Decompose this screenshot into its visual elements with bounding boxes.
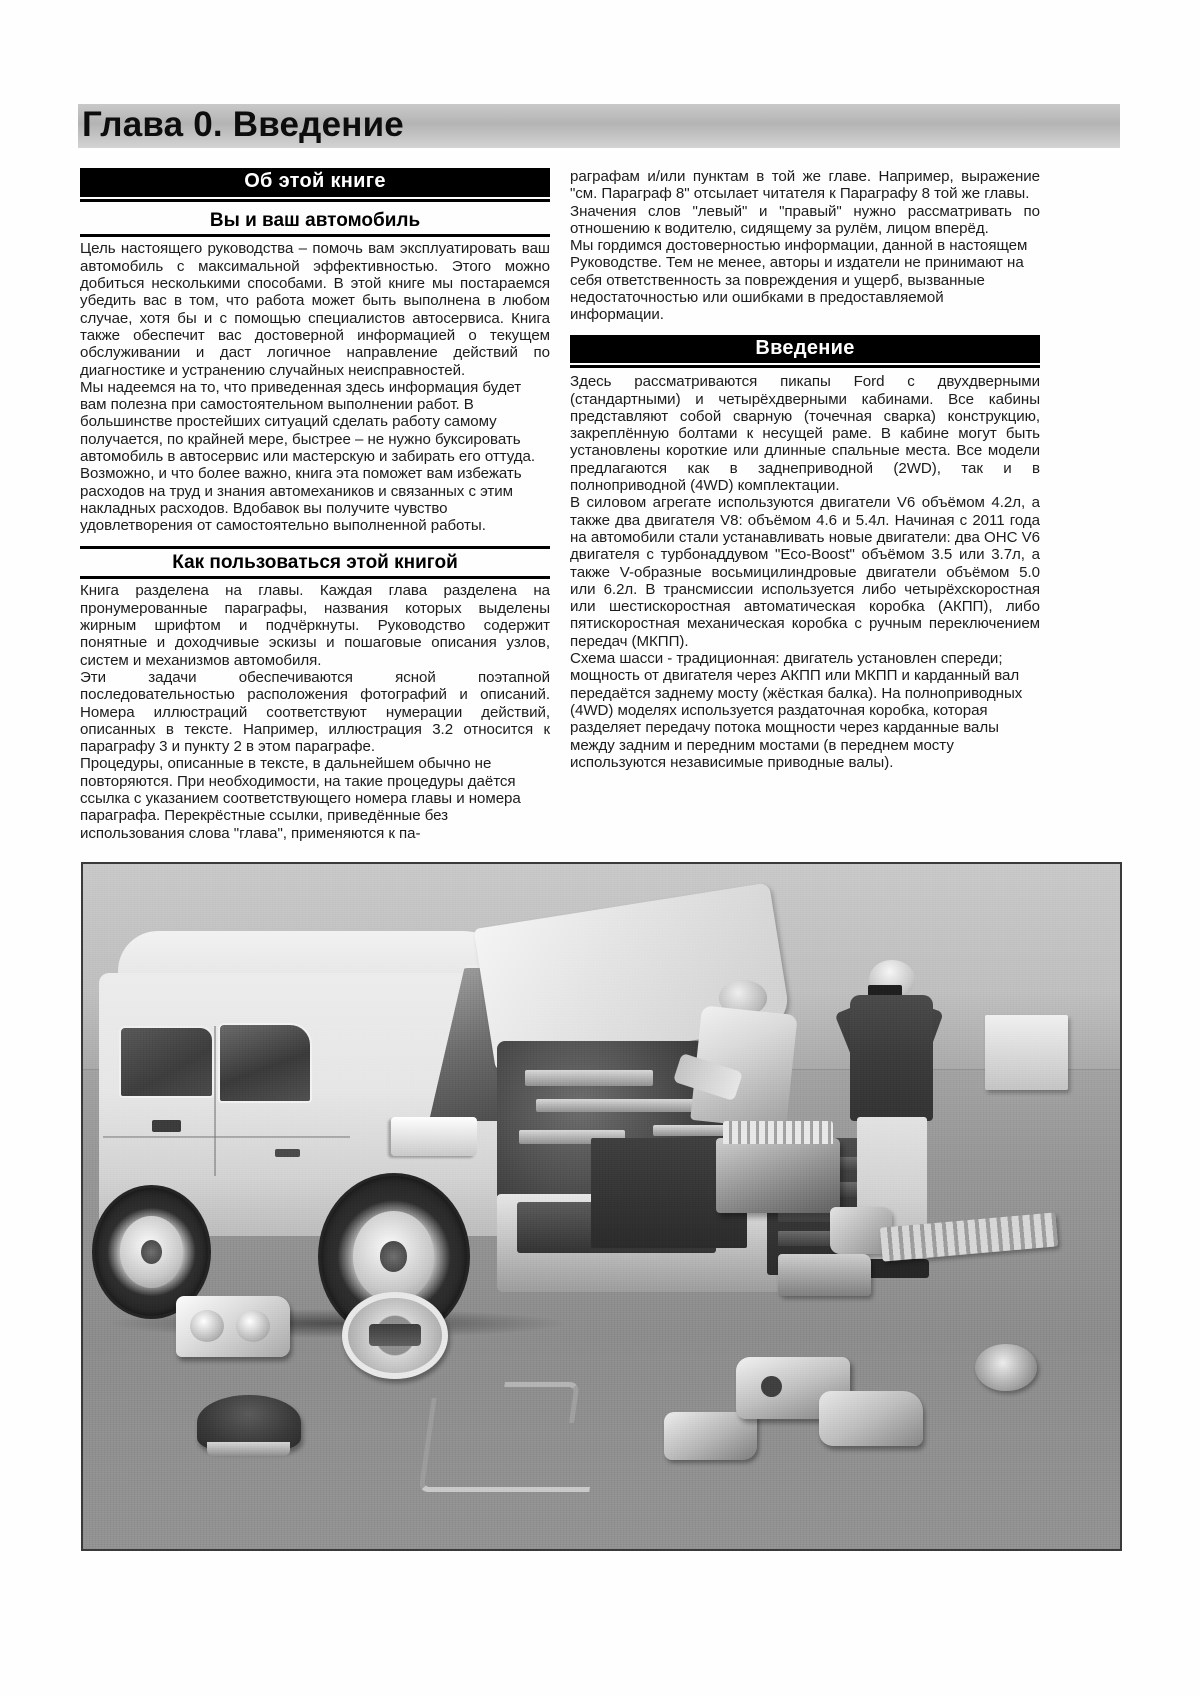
- section-heading-about-book: Об этой книге: [80, 168, 550, 197]
- chapter-title: Глава 0. Введение: [82, 105, 404, 144]
- section-heading-introduction-wrap: [570, 335, 1040, 369]
- photo-scene: [83, 864, 1120, 1549]
- paragraph: Мы гордимся достоверностью информации, данной в настоящем Руководстве. Тем не менее, авторы и издатели не принимают на себя ответственность за повреждения и ущерб, вызванные недостаточностью или ошибками в предоставляемой информации.: [570, 237, 1028, 324]
- sub-heading-how-to-use-book: Как пользоваться этой книгой: [80, 549, 550, 580]
- section-heading-about-book-wrap: [80, 168, 550, 202]
- photo-film-grain: [83, 864, 1120, 1549]
- paragraph: Процедуры, описанные в тексте, в дальнейшем обычно не повторяются. При необходимости, на такие процедуры даётся ссылка с указанием соответствующего номера главы и номера параграфа. Перекрёстные ссылки, приведённые без использования слова "глава", применяются к па-: [80, 755, 521, 842]
- paragraph: Книга разделена на главы. Каждая глава разделена на пронумерованные параграфы, названия которых выделены жирным шрифтом и подчёркнуты. Руководство содержит понятные и доходчивые эскизы и пошаговые описания узлов, систем и механизмов автомобиля.: [80, 582, 550, 669]
- paragraph: раграфам и/или пунктам в той же главе. Например, выражение "см. Параграф 8" отсылает читателя к Параграфу 8 той же главы.: [570, 168, 1040, 203]
- chapter-photograph: [81, 862, 1122, 1551]
- sub-heading-you-and-your-car: Вы и ваш автомобиль: [80, 207, 550, 238]
- right-body-block-intro: [570, 373, 1040, 771]
- left-body-block-1: [80, 240, 550, 534]
- paragraph: Схема шасси - традиционная: двигатель установлен спереди; мощность от двигателя через АКПП или МКПП и карданный вал передаётся заднему мосту (жёсткая балка). На полноприводных (4WD) моделях используется раздаточная коробка, которая разделяет передачу потока мощности через карданные валы между задним и передним мостами (в переднем мосту используются независимые приводные валы).: [570, 650, 1023, 771]
- paragraph: Цель настоящего руководства – помочь вам эксплуатировать ваш автомобиль с максимальной эффективностью. Этого можно добиться несколькими способами. В этой книге мы постараемся убедить вас в том, что работа может быть выполнена в любом случае, хотя бы и с помощью специалистов автосервиса. Книга также обеспечит вас достоверной информацией о текущем обслуживании и даст логичное направление действий по диагностике и устранению случайных неисправностей.: [80, 240, 550, 379]
- left-column: [80, 168, 550, 842]
- section-heading-introduction: Введение: [570, 335, 1040, 364]
- paragraph: В силовом агрегате используются двигатели V6 объёмом 4.2л, а также два двигателя V8: объёмом 4.6 и 5.4л. Начиная с 2011 года на автомобили стали устанавливать новые двигатели: два OHC V6 двигателя с турбонаддувом "Eco-Boost" объёмом 3.5 или 3.7л, а также V-образные восьмицилиндровые двигатели объёмом 5.0 или 6.2л. В трансмиссии используется либо четырёхскоростная или шестискоростная автоматическая коробка (АКПП), либо пятискоростная механическая коробка с ручным переключением передач (МКПП).: [570, 494, 1040, 650]
- right-body-block-top: [570, 168, 1040, 324]
- paragraph: Здесь рассматриваются пикапы Ford с двухдверными (стандартными) и четырёхдверными кабинами. Все кабины представляют собой сварную (точечная сварка) конструкцию, закреплённую болтами к несущей раме. В кабине могут быть установлены короткие или длинные спальные места. Все модели предлагаются как в заднеприводной (2WD), так и в полноприводной (4WD) комплектации.: [570, 373, 1040, 495]
- left-body-block-2: [80, 582, 550, 841]
- spacer: [570, 324, 1040, 335]
- paragraph: Эти задачи обеспечиваются ясной поэтапной последовательностью расположения фотографий и описаний. Номера иллюстраций соответствуют нумерации действий, описанных в тексте. Например, иллюстрация 3.2 относится к параграфу 3 и пункту 2 в этом параграфе.: [80, 668, 550, 756]
- paragraph: Значения слов "левый" и "правый" нужно рассматривать по отношению к водителю, сидящему за рулём, лицом вперёд.: [570, 202, 1040, 237]
- paragraph: Мы надеемся на то, что приведенная здесь информация будет вам полезна при самостоятельном выполнении работ. В большинстве простейших ситуаций сделать работу самому получается, по крайней мере, быстрее – не нужно буксировать автомобиль в автосервис или мастерскую и забирать его оттуда. Возможно, и что более важно, книга эта поможет вам избежать расходов на труд и знания автомехаников и связанных с этим накладных расходов. Вдобавок вы получите чувство удовлетворения от самостоятельно выполненной работы.: [80, 378, 536, 535]
- right-column: [570, 168, 1040, 771]
